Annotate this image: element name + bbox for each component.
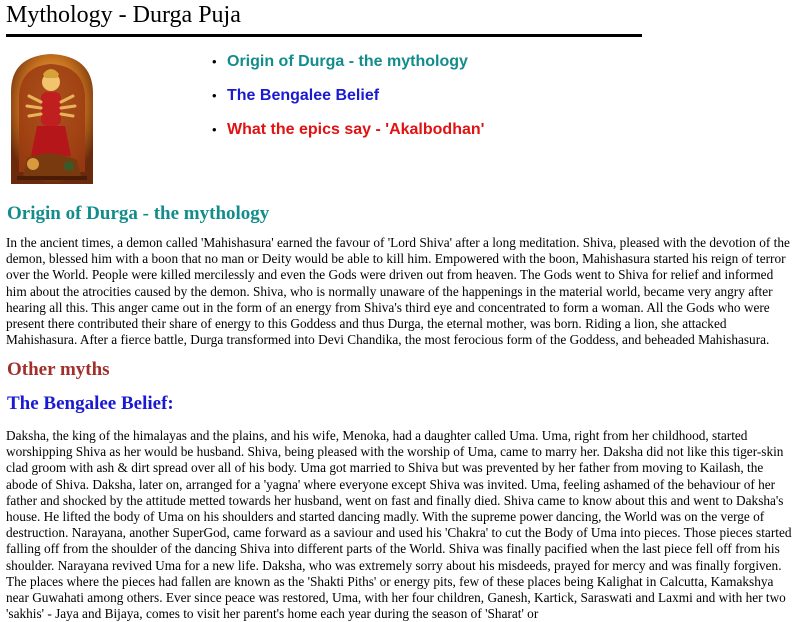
origin-heading: Origin of Durga - the mythology xyxy=(7,203,270,224)
toc-link-bengalee[interactable]: The Bengalee Belief xyxy=(227,87,380,104)
toc-link-epics[interactable]: What the epics say - 'Akalbodhan' xyxy=(227,121,485,138)
page-title: Mythology - Durga Puja xyxy=(6,2,241,28)
bengalee-heading: The Bengalee Belief: xyxy=(7,393,174,414)
bullet-icon: • xyxy=(212,88,217,103)
bengalee-paragraph: Daksha, the king of the himalayas and the plains, and his wife, Menoka, had a daughter called Uma. Uma, right from her childhood, started worshipping Shiva as her would be husband. Shiva, being pleased with the worship of Uma, came to marry her. Daksha did not like this tiger-skin clad groom with ash & dirt spread over all of his body. Uma got married to Shiva but was prevented by her father from moving to Kailash, the abode of Shiva. Daksha, later on, arranged for a 'yagna' where everyone except Shiva was invited. Uma, feeling ashamed of the behaviour of her father and shocked by the attitude metted towards her husband, went on fast and finally died. Shiva came to know about this and went to Daksha's house. He lifted the body of Uma on his shoulders and started dancing madly. With the supreme power dancing, the World was on the verge of destruction. Narayana, another SuperGod, came forward as a saviour and used his 'Chakra' to cut the Body of Uma into pieces. Those pieces started falling off from the shoulder of the dancing Shiva into different parts of the World. Shiva was finally pacified when the last piece fell off from his shoulder. Narayana revived Uma for a new life. Daksha, who was extremely sorry about his misdeeds, prayed for mercy and was finally forgiven. The places where the pieces had fallen are known as the 'Shakti Piths' or energy pits, few of these places being Kalighat in Calcutta, Kamakshya near Guwahati among others. Ever since peace was restored, Uma, with her four children, Ganesh, Kartick, Saraswati and Laxmi and with her two 'sakhis' - Jaya and Bijaya, comes to visit her parent's home each year during the season of 'Sharat' or xyxy=(6,428,792,622)
other-myths-heading: Other myths xyxy=(7,359,110,380)
toc-item-origin xyxy=(212,50,484,84)
toc-item-epics xyxy=(212,118,484,152)
title-divider xyxy=(6,34,642,37)
table-of-contents xyxy=(212,50,484,152)
origin-paragraph: In the ancient times, a demon called 'Mahishasura' earned the favour of 'Lord Shiva' after a long meditation. Shiva, pleased with the devotion of the demon, blessed him with a boon that no man or Deity would be able to kill him. Empowered with the boon, Mahishasura started his reign of terror over the World. People were killed mercilessly and even the Gods were driven out from heaven. The Gods went to Shiva for relief and informed him about the atrocities caused by the demon. Shiva, who is normally unaware of the happenings in the material world, became very angry after hearing all this. This anger came out in the form of an energy from Shiva's third eye and concentrated to form a woman. All the Gods who were present there contributed their share of energy to this Goddess and thus Durga, the eternal mother, was born. Riding a lion, she attacked Mahishasura. After a fierce battle, Durga transformed into Devi Chandika, the most ferocious form of the Goddess, and beheaded Mahishasura. xyxy=(6,235,790,348)
toc-link-origin[interactable]: Origin of Durga - the mythology xyxy=(227,53,468,70)
toc-item-bengalee xyxy=(212,84,484,118)
bullet-icon: • xyxy=(212,122,217,137)
bullet-icon: • xyxy=(212,54,217,69)
durga-idol-image xyxy=(7,52,96,184)
